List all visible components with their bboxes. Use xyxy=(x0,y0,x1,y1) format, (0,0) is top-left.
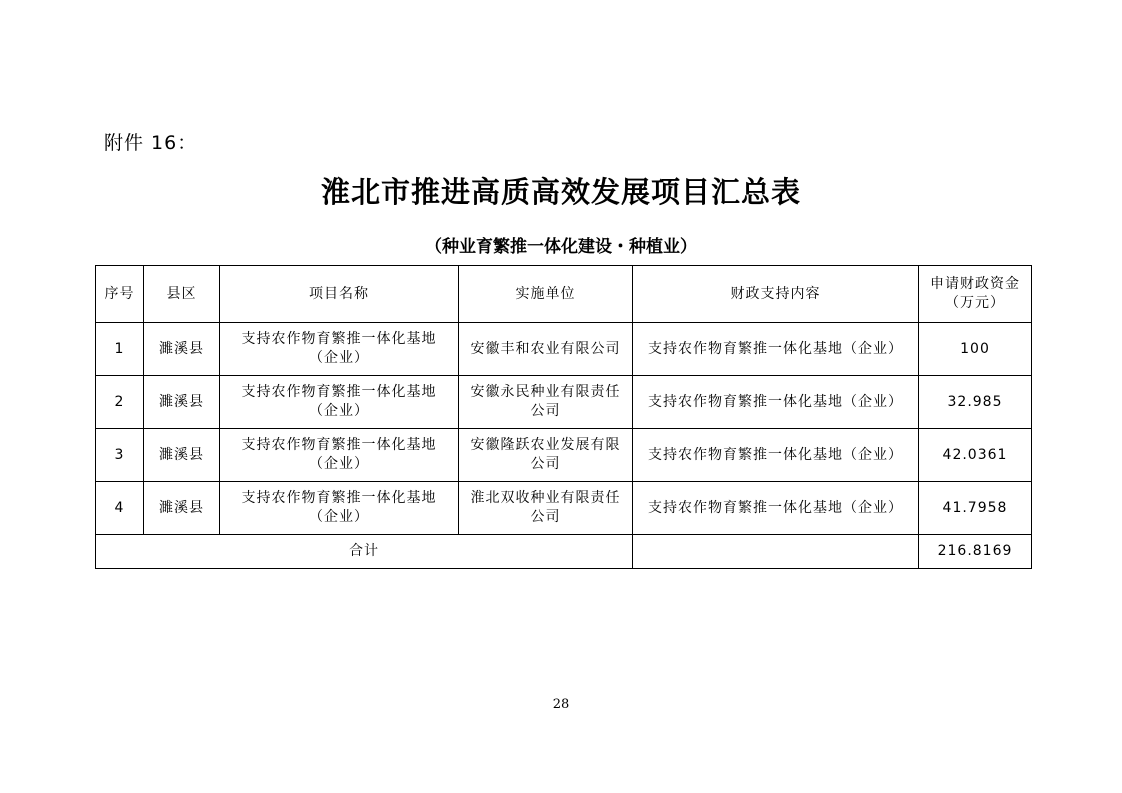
table-row xyxy=(96,376,1032,429)
unit-line2: 公司 xyxy=(530,403,561,419)
cell-project-name xyxy=(220,429,459,482)
project-name-line2: （企业） xyxy=(309,350,369,366)
cell-unit xyxy=(459,376,633,429)
table-header-row xyxy=(96,266,1032,323)
cell-content: 支持农作物育繁推一体化基地（企业） xyxy=(633,376,919,429)
cell-content: 支持农作物育繁推一体化基地（企业） xyxy=(633,323,919,376)
unit-line1: 安徽隆跃农业发展有限 xyxy=(470,437,621,453)
header-content: 财政支持内容 xyxy=(633,266,919,323)
cell-county: 濉溪县 xyxy=(144,429,220,482)
header-seq: 序号 xyxy=(96,266,144,323)
cell-funds: 42.0361 xyxy=(919,429,1032,482)
total-content xyxy=(633,535,919,569)
cell-content: 支持农作物育繁推一体化基地（企业） xyxy=(633,482,919,535)
header-funds-line1: 申请财政资金 xyxy=(930,276,1020,292)
cell-unit xyxy=(459,482,633,535)
cell-county: 濉溪县 xyxy=(144,482,220,535)
cell-seq: 3 xyxy=(96,429,144,482)
unit-line1: 安徽永民种业有限责任 xyxy=(470,384,621,400)
cell-seq: 4 xyxy=(96,482,144,535)
header-funds xyxy=(919,266,1032,323)
cell-funds: 100 xyxy=(919,323,1032,376)
cell-funds: 32.985 xyxy=(919,376,1032,429)
unit-line2: 公司 xyxy=(530,509,561,525)
cell-county: 濉溪县 xyxy=(144,376,220,429)
page-number: 28 xyxy=(552,697,570,712)
header-funds-line2: （万元） xyxy=(945,295,1005,311)
cell-project-name xyxy=(220,323,459,376)
page-title: 淮北市推进高质高效发展项目汇总表 xyxy=(320,175,801,209)
project-name-line1: 支持农作物育繁推一体化基地 xyxy=(241,490,437,506)
cell-funds: 41.7958 xyxy=(919,482,1032,535)
table-row xyxy=(96,323,1032,376)
cell-seq: 1 xyxy=(96,323,144,376)
project-name-line2: （企业） xyxy=(309,403,369,419)
attachment-label: 附件 16： xyxy=(104,132,198,154)
unit-line1: 安徽丰和农业有限公司 xyxy=(470,340,621,357)
cell-unit xyxy=(459,429,633,482)
table-total-row xyxy=(96,535,1032,569)
table-row xyxy=(96,429,1032,482)
project-name-line1: 支持农作物育繁推一体化基地 xyxy=(241,331,437,347)
project-name-line1: 支持农作物育繁推一体化基地 xyxy=(241,384,437,400)
cell-county: 濉溪县 xyxy=(144,323,220,376)
cell-seq: 2 xyxy=(96,376,144,429)
project-name-line1: 支持农作物育繁推一体化基地 xyxy=(241,437,437,453)
cell-unit xyxy=(459,323,633,376)
project-name-line2: （企业） xyxy=(309,509,369,525)
summary-table xyxy=(95,265,1032,569)
header-unit: 实施单位 xyxy=(459,266,633,323)
total-funds: 216.8169 xyxy=(919,535,1032,569)
unit-line1: 淮北双收种业有限责任 xyxy=(470,490,621,506)
header-project-name: 项目名称 xyxy=(220,266,459,323)
cell-project-name xyxy=(220,376,459,429)
cell-content: 支持农作物育繁推一体化基地（企业） xyxy=(633,429,919,482)
project-name-line2: （企业） xyxy=(309,456,369,472)
cell-project-name xyxy=(220,482,459,535)
table-row xyxy=(96,482,1032,535)
page-subtitle: （种业育繁推一体化建设・种植业） xyxy=(425,237,697,257)
unit-line2: 公司 xyxy=(530,456,561,472)
header-county: 县区 xyxy=(144,266,220,323)
total-label: 合计 xyxy=(96,535,633,569)
